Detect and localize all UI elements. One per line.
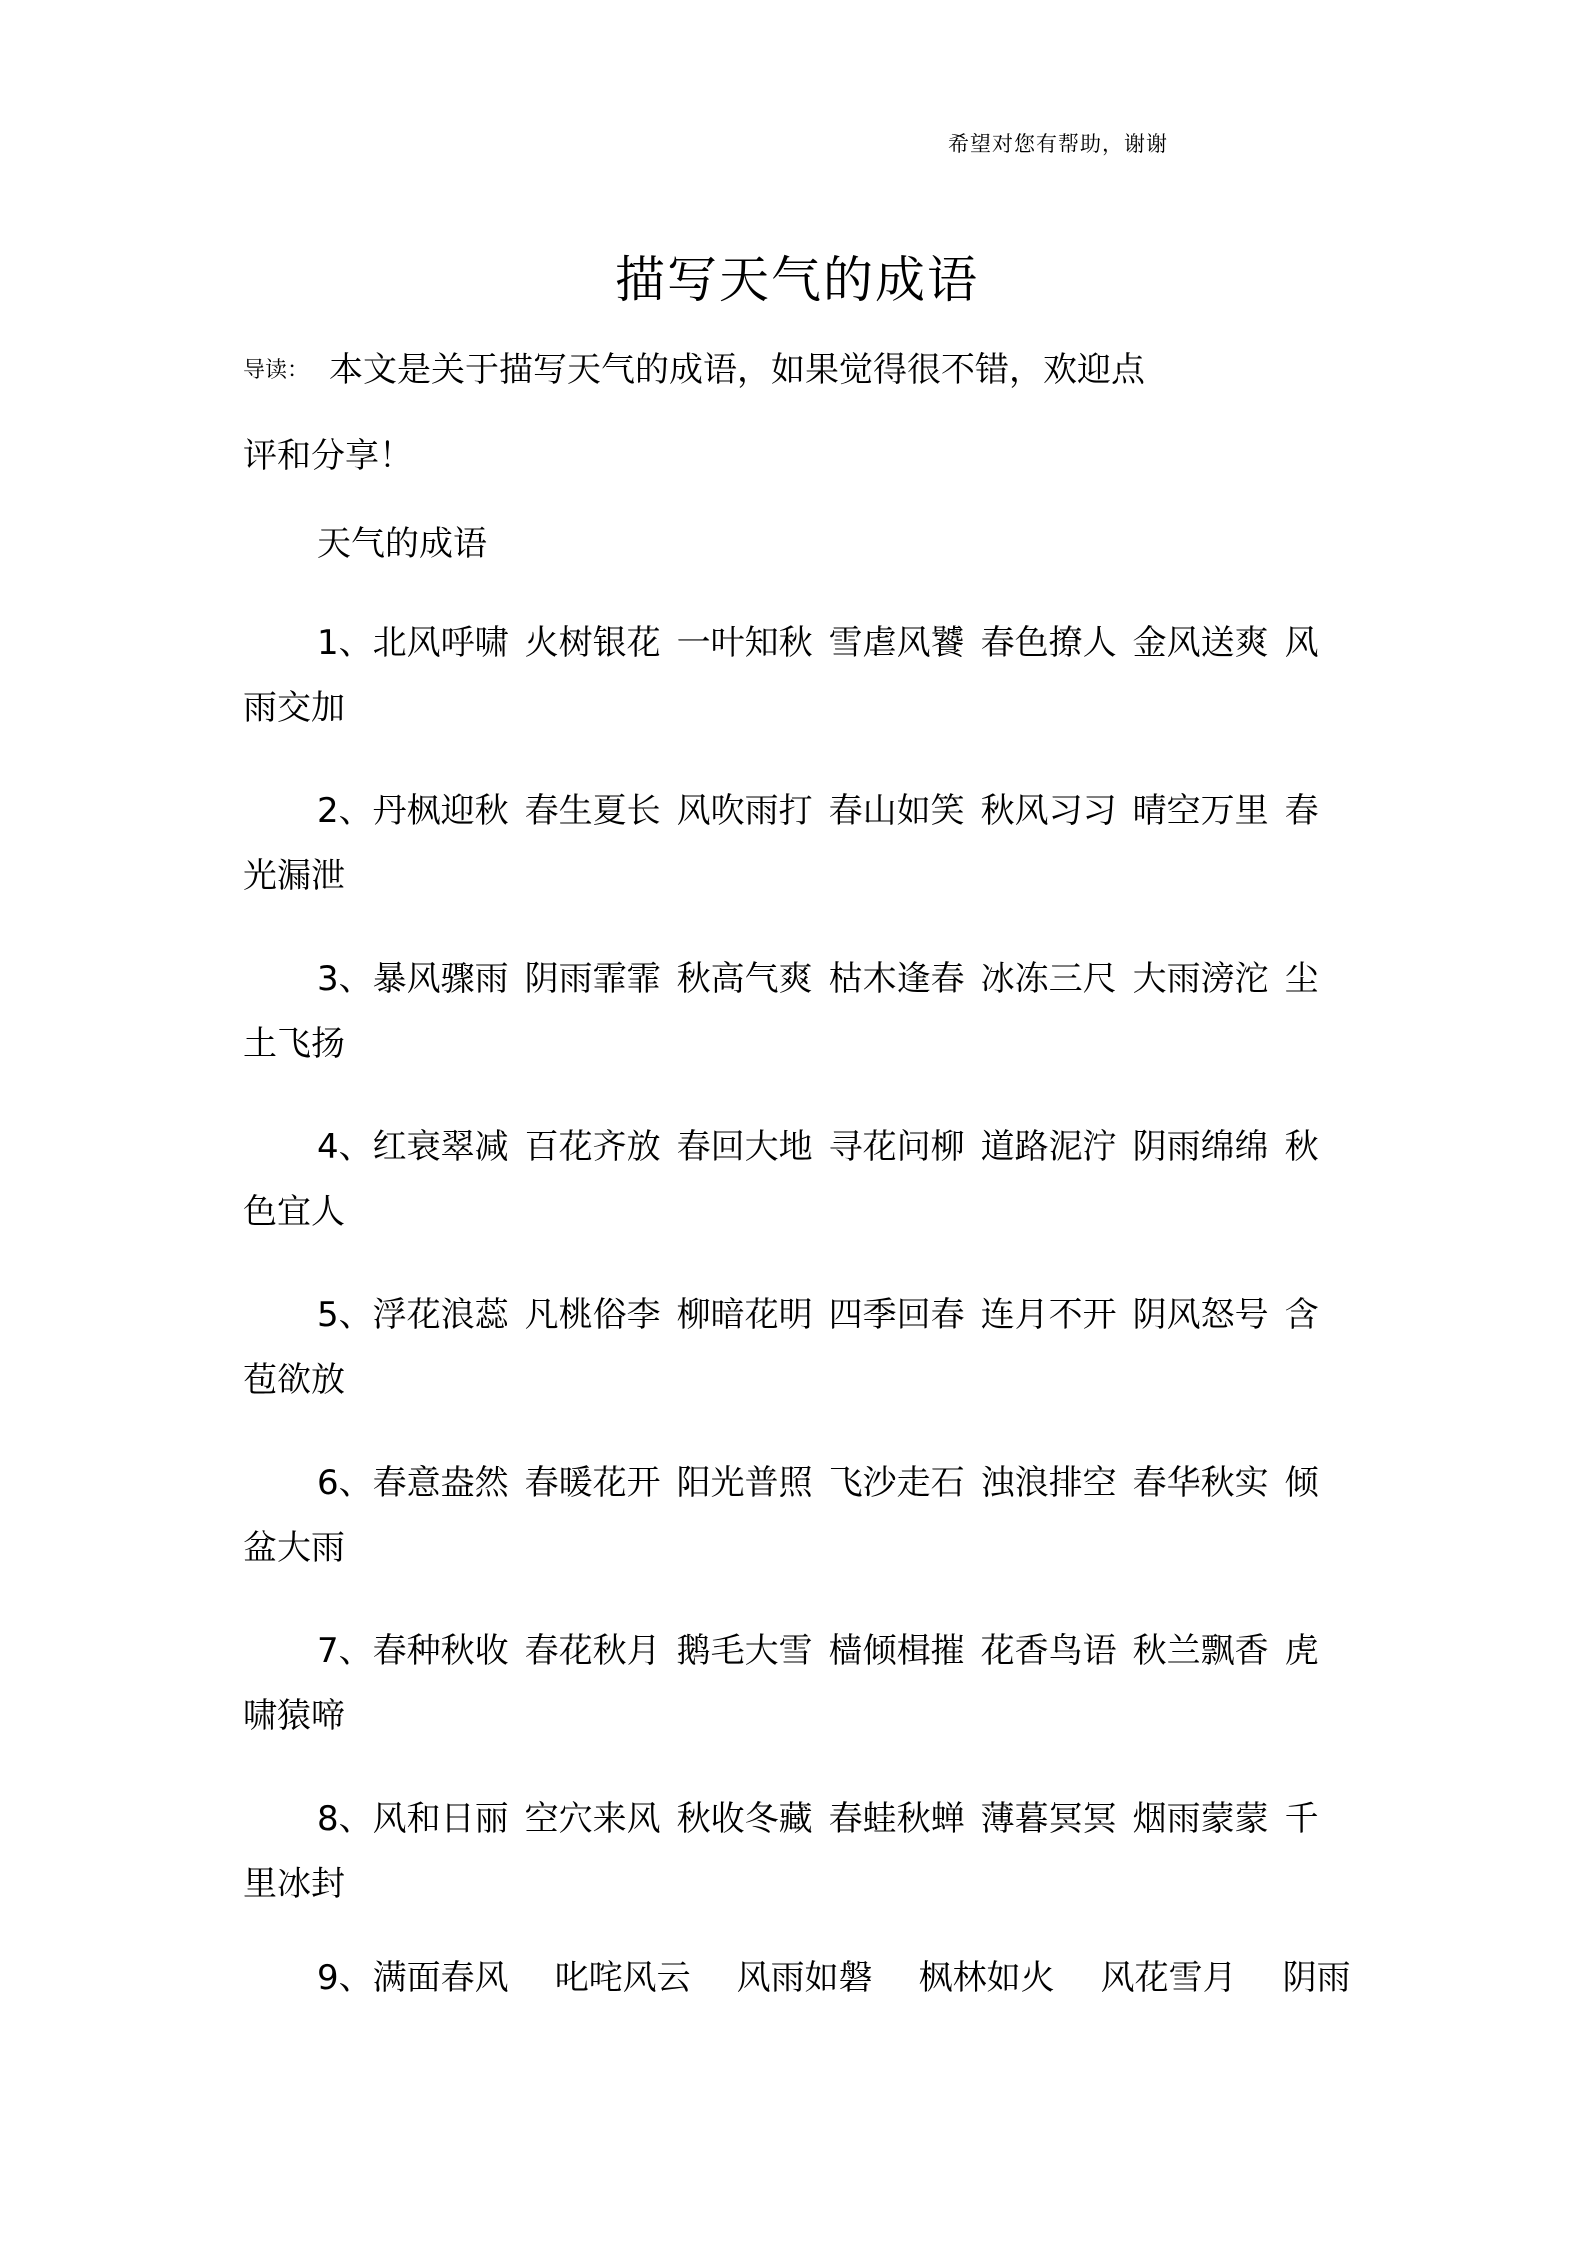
- idiom: 春生夏长: [524, 791, 661, 831]
- entry-line: [317, 1950, 1397, 1999]
- idiom: 风: [1284, 623, 1319, 663]
- idiom: 春花秋月: [524, 1631, 661, 1671]
- idiom: 阴雨绵绵: [1132, 1127, 1269, 1167]
- idiom: 尘: [1284, 959, 1319, 999]
- entry-line: [317, 1119, 1335, 1168]
- header-note: 希望对您有帮助，谢谢: [948, 132, 1168, 156]
- idiom: 倾: [1284, 1463, 1319, 1503]
- idiom: 风花雪月: [1100, 1958, 1237, 1998]
- entry-number: 3、: [317, 959, 373, 999]
- idiom: 烟雨蒙蒙: [1132, 1799, 1269, 1839]
- idiom: 连月不开: [980, 1295, 1117, 1335]
- intro-line: [243, 342, 1145, 391]
- entry-number: 1、: [317, 623, 373, 663]
- idiom: 风和日丽: [372, 1799, 509, 1839]
- idiom: 秋兰飘香: [1132, 1631, 1269, 1671]
- section-subheading: 天气的成语: [317, 524, 487, 564]
- entry-number: 6、: [317, 1463, 373, 1503]
- idiom: 寻花问柳: [828, 1127, 965, 1167]
- entry-number: 9、: [317, 1958, 373, 1998]
- entry-line: [317, 783, 1335, 832]
- intro-label: 导读：: [243, 358, 310, 383]
- idiom: 叱咤风云: [554, 1958, 691, 1998]
- idiom: 满面春风: [372, 1958, 509, 1998]
- entry-line: [317, 1455, 1335, 1504]
- idiom: 秋风习习: [980, 791, 1117, 831]
- idiom: 春色撩人: [980, 623, 1117, 663]
- idiom: 凡桃俗李: [524, 1295, 661, 1335]
- idiom: 风吹雨打: [676, 791, 813, 831]
- idiom: 火树银花: [524, 623, 661, 663]
- idiom: 风雨如磐: [736, 1958, 873, 1998]
- idiom: 鹅毛大雪: [676, 1631, 813, 1671]
- idiom: 樯倾楫摧: [828, 1631, 965, 1671]
- entry-continuation: 里冰封: [243, 1864, 345, 1904]
- idiom: 红衰翠减: [372, 1127, 509, 1167]
- entry-line: [317, 1791, 1335, 1840]
- entry-continuation: 苞欲放: [243, 1360, 345, 1400]
- intro-text: 本文是关于描写天气的成语，如果觉得很不错，欢迎点: [329, 350, 1146, 390]
- idiom: 春暖花开: [524, 1463, 661, 1503]
- entry-number: 4、: [317, 1127, 373, 1167]
- idiom: 枯木逢春: [828, 959, 965, 999]
- entry-number: 2、: [317, 791, 373, 831]
- entry-number: 8、: [317, 1799, 373, 1839]
- idiom: 春蛙秋蝉: [828, 1799, 965, 1839]
- idiom: 阴风怒号: [1132, 1295, 1269, 1335]
- idiom: 春华秋实: [1132, 1463, 1269, 1503]
- idiom: 秋高气爽: [676, 959, 813, 999]
- idiom: 晴空万里: [1132, 791, 1269, 831]
- entry-continuation: 色宜人: [243, 1192, 345, 1232]
- idiom: 雪虐风饕: [828, 623, 965, 663]
- idiom: 丹枫迎秋: [372, 791, 509, 831]
- entry-continuation: 盆大雨: [243, 1528, 345, 1568]
- idiom: 飞沙走石: [828, 1463, 965, 1503]
- idiom: 花香鸟语: [980, 1631, 1117, 1671]
- idiom: 秋: [1284, 1127, 1319, 1167]
- idiom: 四季回春: [828, 1295, 965, 1335]
- intro-text-continued: 评和分享！: [243, 436, 413, 476]
- idiom: 金风送爽: [1132, 623, 1269, 663]
- entry-line: [317, 1287, 1335, 1336]
- idiom: 阴雨霏霏: [524, 959, 661, 999]
- entry-line: [317, 615, 1335, 664]
- idiom: 虎: [1284, 1631, 1319, 1671]
- idiom: 薄暮冥冥: [980, 1799, 1117, 1839]
- idiom: 柳暗花明: [676, 1295, 813, 1335]
- idiom: 秋收冬藏: [676, 1799, 813, 1839]
- idiom: 含: [1284, 1295, 1319, 1335]
- idiom: 暴风骤雨: [372, 959, 509, 999]
- page-title: 描写天气的成语: [615, 251, 979, 309]
- idiom: 浊浪排空: [980, 1463, 1117, 1503]
- idiom: 一叶知秋: [676, 623, 813, 663]
- entry-continuation: 雨交加: [243, 688, 345, 728]
- idiom: 春种秋收: [372, 1631, 509, 1671]
- entry-continuation: 土飞扬: [243, 1024, 345, 1064]
- idiom: 春山如笑: [828, 791, 965, 831]
- idiom: 北风呼啸: [372, 623, 509, 663]
- idiom: 阴雨: [1282, 1958, 1351, 1998]
- entry-continuation: 啸猿啼: [243, 1696, 345, 1736]
- idiom: 百花齐放: [524, 1127, 661, 1167]
- idiom: 春回大地: [676, 1127, 813, 1167]
- idiom: 冰冻三尺: [980, 959, 1117, 999]
- entry-line: [317, 1623, 1335, 1672]
- idiom: 浮花浪蕊: [372, 1295, 509, 1335]
- idiom: 阳光普照: [676, 1463, 813, 1503]
- idiom: 千: [1284, 1799, 1319, 1839]
- entry-number: 7、: [317, 1631, 373, 1671]
- entry-line: [317, 951, 1335, 1000]
- entry-continuation: 光漏泄: [243, 856, 345, 896]
- entry-number: 5、: [317, 1295, 373, 1335]
- idiom: 春意盎然: [372, 1463, 509, 1503]
- idiom: 春: [1284, 791, 1319, 831]
- idiom: 大雨滂沱: [1132, 959, 1269, 999]
- idiom: 枫林如火: [918, 1958, 1055, 1998]
- idiom: 空穴来风: [524, 1799, 661, 1839]
- idiom: 道路泥泞: [980, 1127, 1117, 1167]
